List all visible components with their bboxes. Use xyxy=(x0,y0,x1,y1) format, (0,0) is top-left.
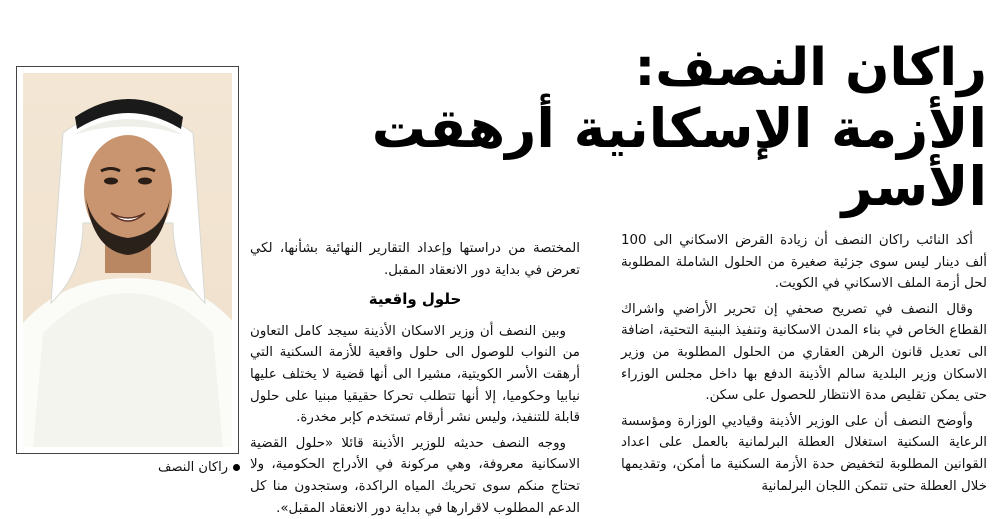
paragraph: وقال النصف في تصريح صحفي إن تحرير الأراضي واشراك القطاع الخاص في بناء المدن الاسكانية وتنفيذ البنية التحتية، اضافة الى تعديل قانون الرهن العقاري من الحلول المطلوبة من وزير الاسكان وزير البلدية سالم الأذينة الدفع بها داخل مجلس الوزراء حتى يمكن تقليص مدة الانتظار للحصول على سكن. xyxy=(621,301,987,404)
paragraph: المختصة من دراستها وإعداد التقارير النهائية بشأنها، لكي تعرض في بداية دور الانعقاد المقبل. xyxy=(250,241,580,278)
photo-caption xyxy=(115,460,240,475)
portrait-illustration xyxy=(23,73,232,447)
headline-line-2: الأزمة الإسكانية أرهقت الأسر xyxy=(371,97,987,219)
article-column-right xyxy=(621,230,987,497)
article-column-left xyxy=(250,238,580,519)
portrait-photo xyxy=(23,73,232,447)
subheading: حلول واقعية xyxy=(368,290,462,309)
paragraph: وأوضح النصف أن على الوزير الأذينة وقياديي الوزارة ومؤسسة الرعاية السكنية استغلال العطلة البرلمانية بالعمل على اعداد القوانين المطلوبة لتخفيض حدة الأزمة السكنية ما أمكن، وتقديمها خلال العطلة حتى تتمكن اللجان البرلمانية xyxy=(621,413,987,494)
paragraph: وبين النصف أن وزير الاسكان الأذينة سيجد كامل التعاون من النواب للوصول الى حلول واقعية للأزمة السكنية التي أرهقت الأسر الكويتية، مشيرا الى أنها قضية لا يختلف عليها نيابيا وحكوميا، إلا أنها تتطلب تحركا حقيقيا مبنيا على حلول قابلة للتنفيذ، وليس نشر أرقام تستخدم كإبر مخدرة. xyxy=(250,323,580,426)
paragraph: أكد النائب راكان النصف أن زيادة القرض الاسكاني الى 100 ألف دينار ليس سوى جزئية صغيرة من الحلول الشاملة المطلوبة لحل أزمة الملف الاسكاني في الكويت. xyxy=(621,233,987,292)
headline xyxy=(287,40,987,217)
photo-caption-text: راكان النصف xyxy=(158,460,228,475)
bullet-icon xyxy=(233,464,240,471)
photo-frame xyxy=(16,66,239,454)
headline-line-1: راكان النصف: xyxy=(634,38,987,98)
paragraph: ووجه النصف حديثه للوزير الأذينة قائلا «حلول القضية الاسكانية معروفة، وهي مركونة في الأدراج الحكومية، ولا تحتاج منكم سوى تحريك المياه الراكدة، وستجدون منا كل الدعم المطلوب لاقرارها في بداية دور الانعقاد المقبل». xyxy=(250,435,580,516)
